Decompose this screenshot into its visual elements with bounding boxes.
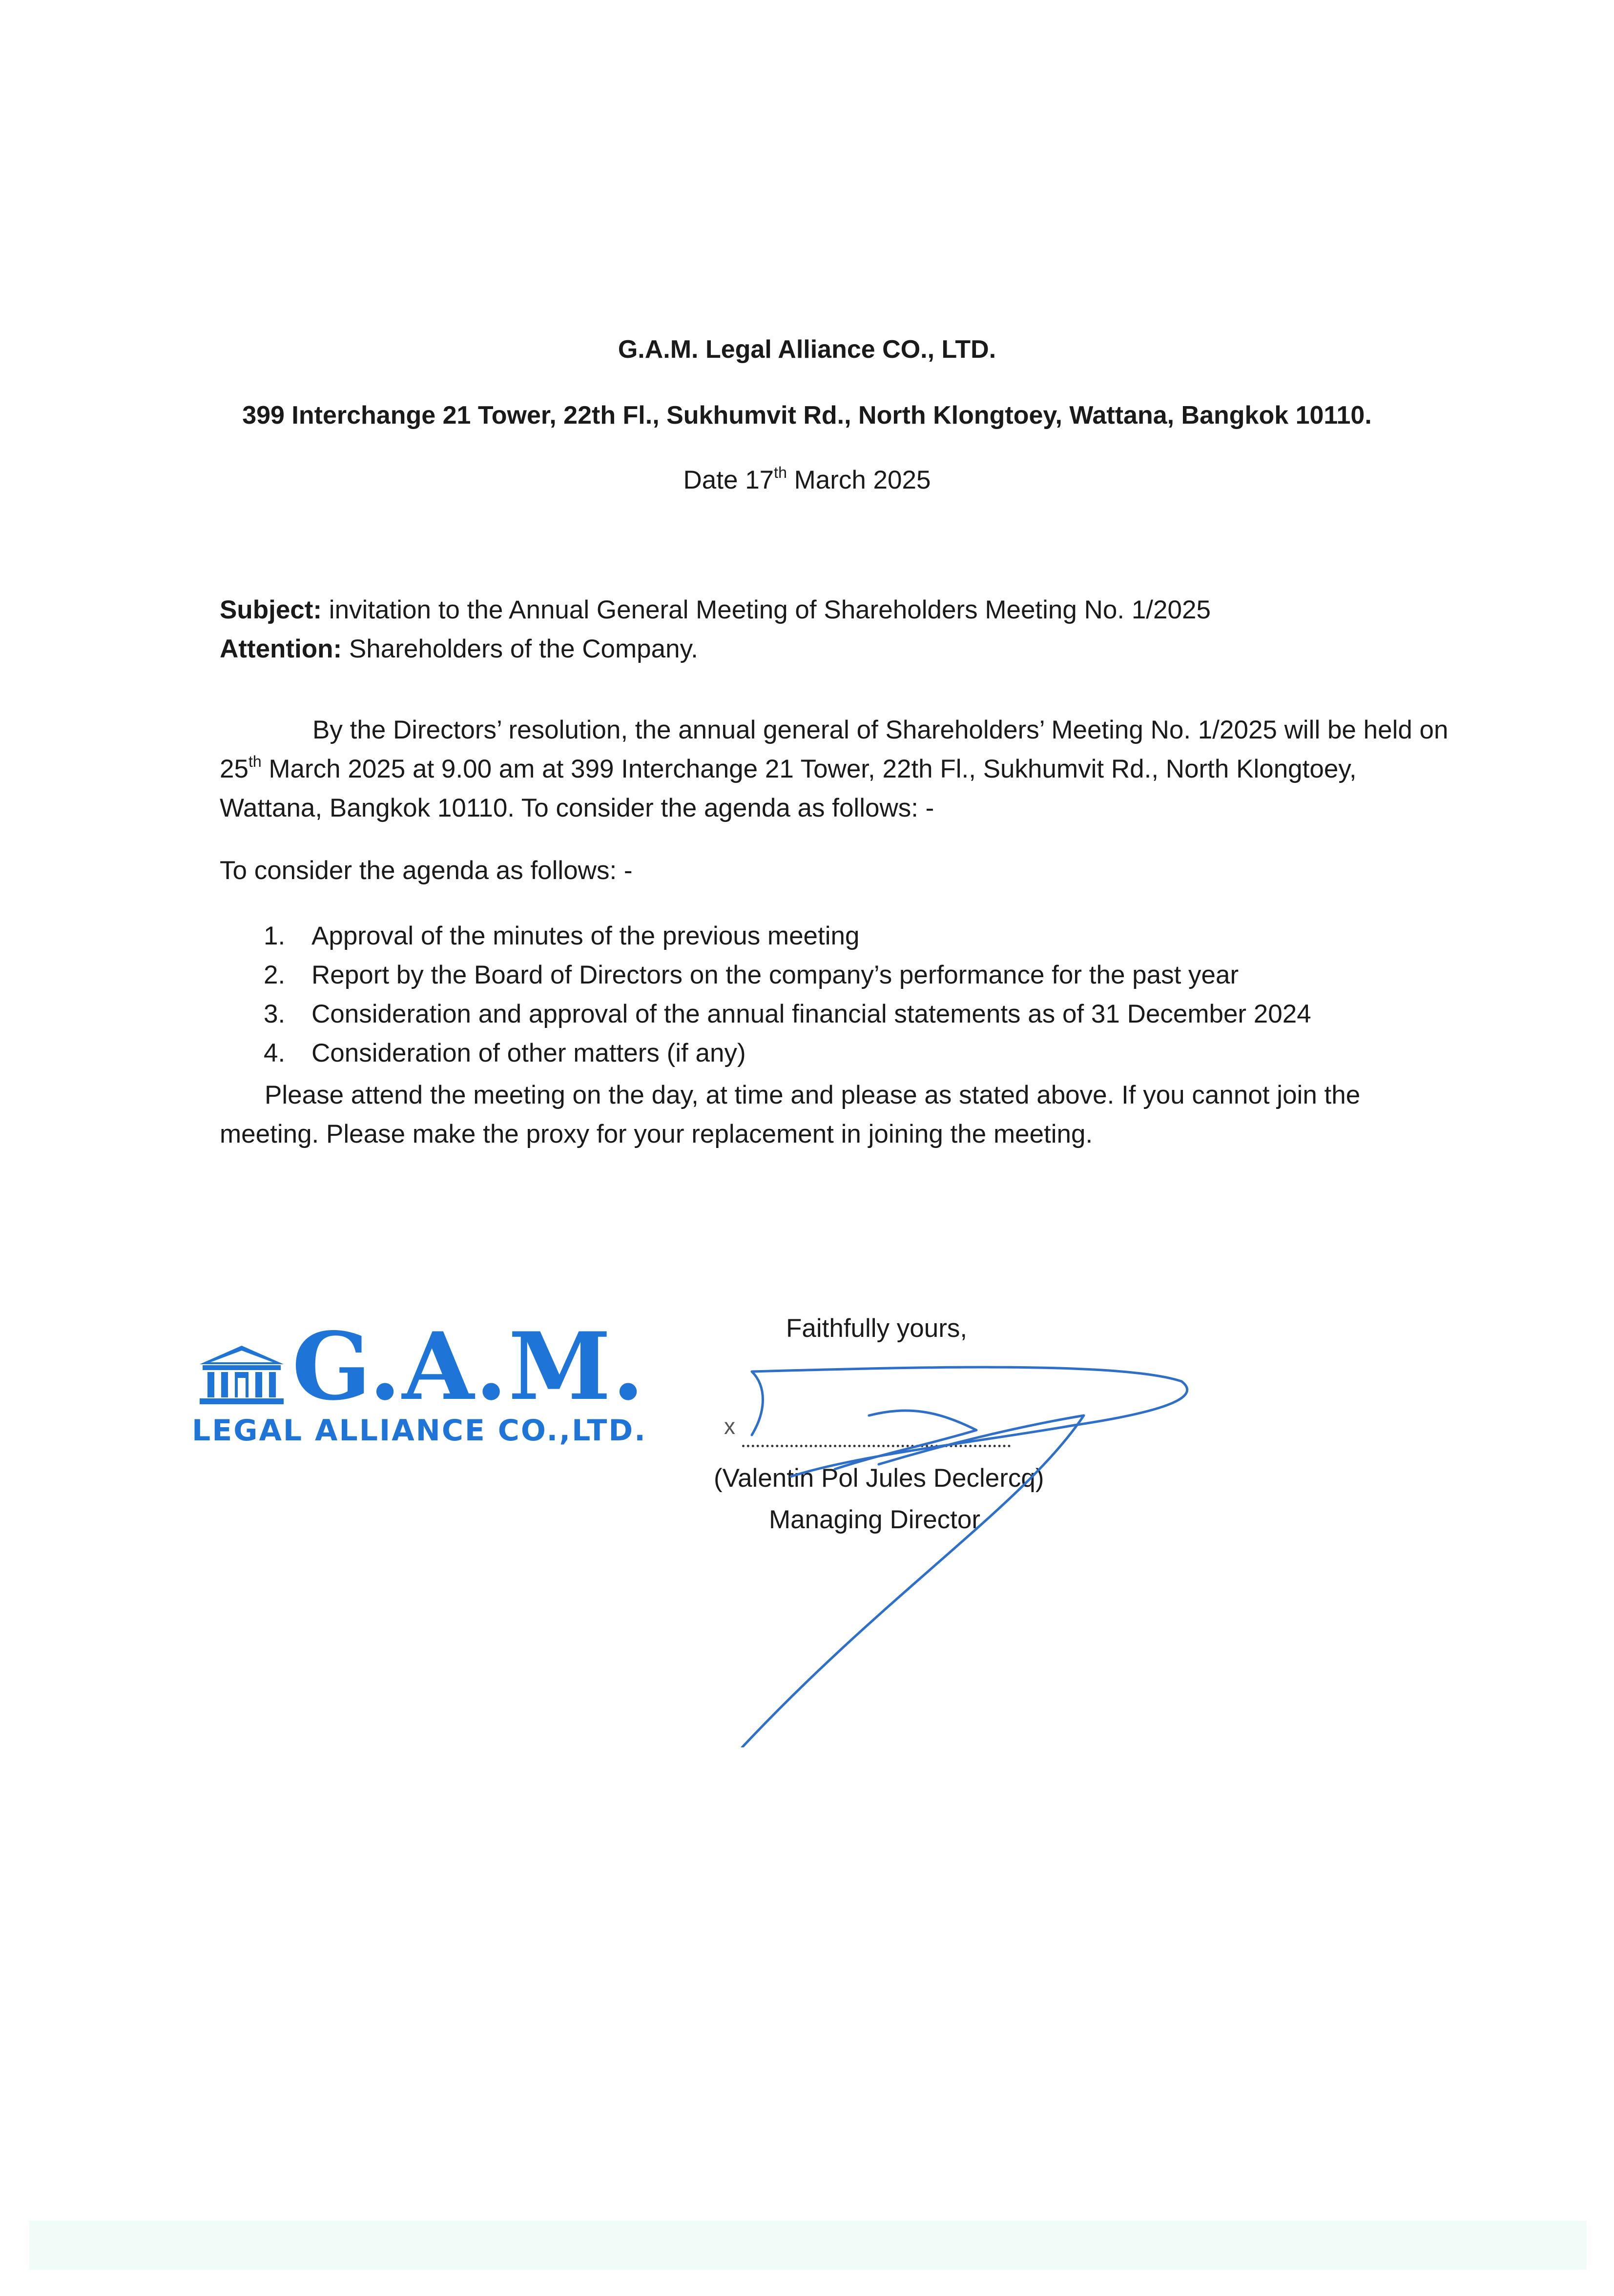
signer-name: (Valentin Pol Jules Declercq) bbox=[714, 1464, 1044, 1493]
closing-line-1: Please attend the meeting on the day, at time and please as stated above. If you cannot join the bbox=[265, 1081, 1361, 1109]
company-logo bbox=[192, 1312, 647, 1452]
subject-line bbox=[220, 594, 1489, 634]
agenda-item bbox=[264, 1038, 1435, 1077]
signature-x-mark: x bbox=[724, 1414, 735, 1439]
agenda-text: Consideration and approval of the annual financial statements as of 31 December 2024 bbox=[311, 1000, 1311, 1028]
meeting-day: 25 bbox=[220, 755, 248, 783]
company-address: 399 Interchange 21 Tower, 22th Fl., Sukhumvit Rd., North Klongtoey, Wattana, Bangkok 10110. bbox=[242, 401, 1372, 430]
intro-line-2 bbox=[220, 750, 1460, 789]
attention-label: Attention: bbox=[220, 635, 342, 663]
date-prefix: Date 17 bbox=[683, 466, 774, 494]
meeting-day-ordinal: th bbox=[248, 753, 262, 770]
agenda-lead: To consider the agenda as follows: - bbox=[220, 856, 633, 885]
date-ordinal: th bbox=[774, 464, 787, 481]
complimentary-close: Faithfully yours, bbox=[786, 1314, 968, 1343]
agenda-number: 1. bbox=[264, 922, 286, 950]
logo-subtitle: LEGAL ALLIANCE CO.,LTD. bbox=[192, 1414, 647, 1448]
company-name: G.A.M. Legal Alliance CO., LTD. bbox=[618, 335, 996, 364]
handwritten-signature bbox=[683, 1357, 1221, 1747]
date-suffix: March 2025 bbox=[786, 466, 931, 494]
agenda-item bbox=[264, 999, 1435, 1038]
intro-line-1: By the Directors’ resolution, the annual general of Shareholders’ Meeting No. 1/2025 will be held on bbox=[312, 716, 1448, 744]
scan-footer-band bbox=[29, 2221, 1587, 2270]
agenda-text: Approval of the minutes of the previous meeting bbox=[311, 922, 860, 950]
attention-line bbox=[220, 634, 1489, 673]
agenda-number: 4. bbox=[264, 1039, 286, 1067]
letter-date bbox=[0, 465, 1614, 496]
signer-title: Managing Director bbox=[769, 1505, 981, 1534]
agenda-text: Consideration of other matters (if any) bbox=[311, 1039, 746, 1067]
intro-line-3: Wattana, Bangkok 10110. To consider the agenda as follows: - bbox=[220, 794, 934, 822]
subject-text: invitation to the Annual General Meeting of Shareholders Meeting No. 1/2025 bbox=[322, 595, 1211, 624]
agenda-number: 2. bbox=[264, 961, 286, 989]
subject-label: Subject: bbox=[220, 595, 322, 624]
attention-text: Shareholders of the Company. bbox=[342, 635, 698, 663]
intro-line-2-rest: March 2025 at 9.00 am at 399 Interchange 21 Tower, 22th Fl., Sukhumvit Rd., North Klongtoey, bbox=[261, 755, 1357, 783]
closing-paragraph bbox=[220, 1076, 1469, 1154]
agenda-item bbox=[264, 921, 1435, 960]
agenda-text: Report by the Board of Directors on the company’s performance for the past year bbox=[311, 961, 1239, 989]
courthouse-icon bbox=[198, 1344, 286, 1407]
agenda-number: 3. bbox=[264, 1000, 286, 1028]
closing-line-2: meeting. Please make the proxy for your replacement in joining the meeting. bbox=[220, 1120, 1093, 1148]
agenda-list bbox=[264, 921, 1435, 1077]
logo-mark: G.A.M. bbox=[292, 1312, 645, 1421]
agenda-item bbox=[264, 960, 1435, 999]
intro-paragraph bbox=[220, 711, 1460, 828]
subject-block bbox=[220, 594, 1489, 673]
